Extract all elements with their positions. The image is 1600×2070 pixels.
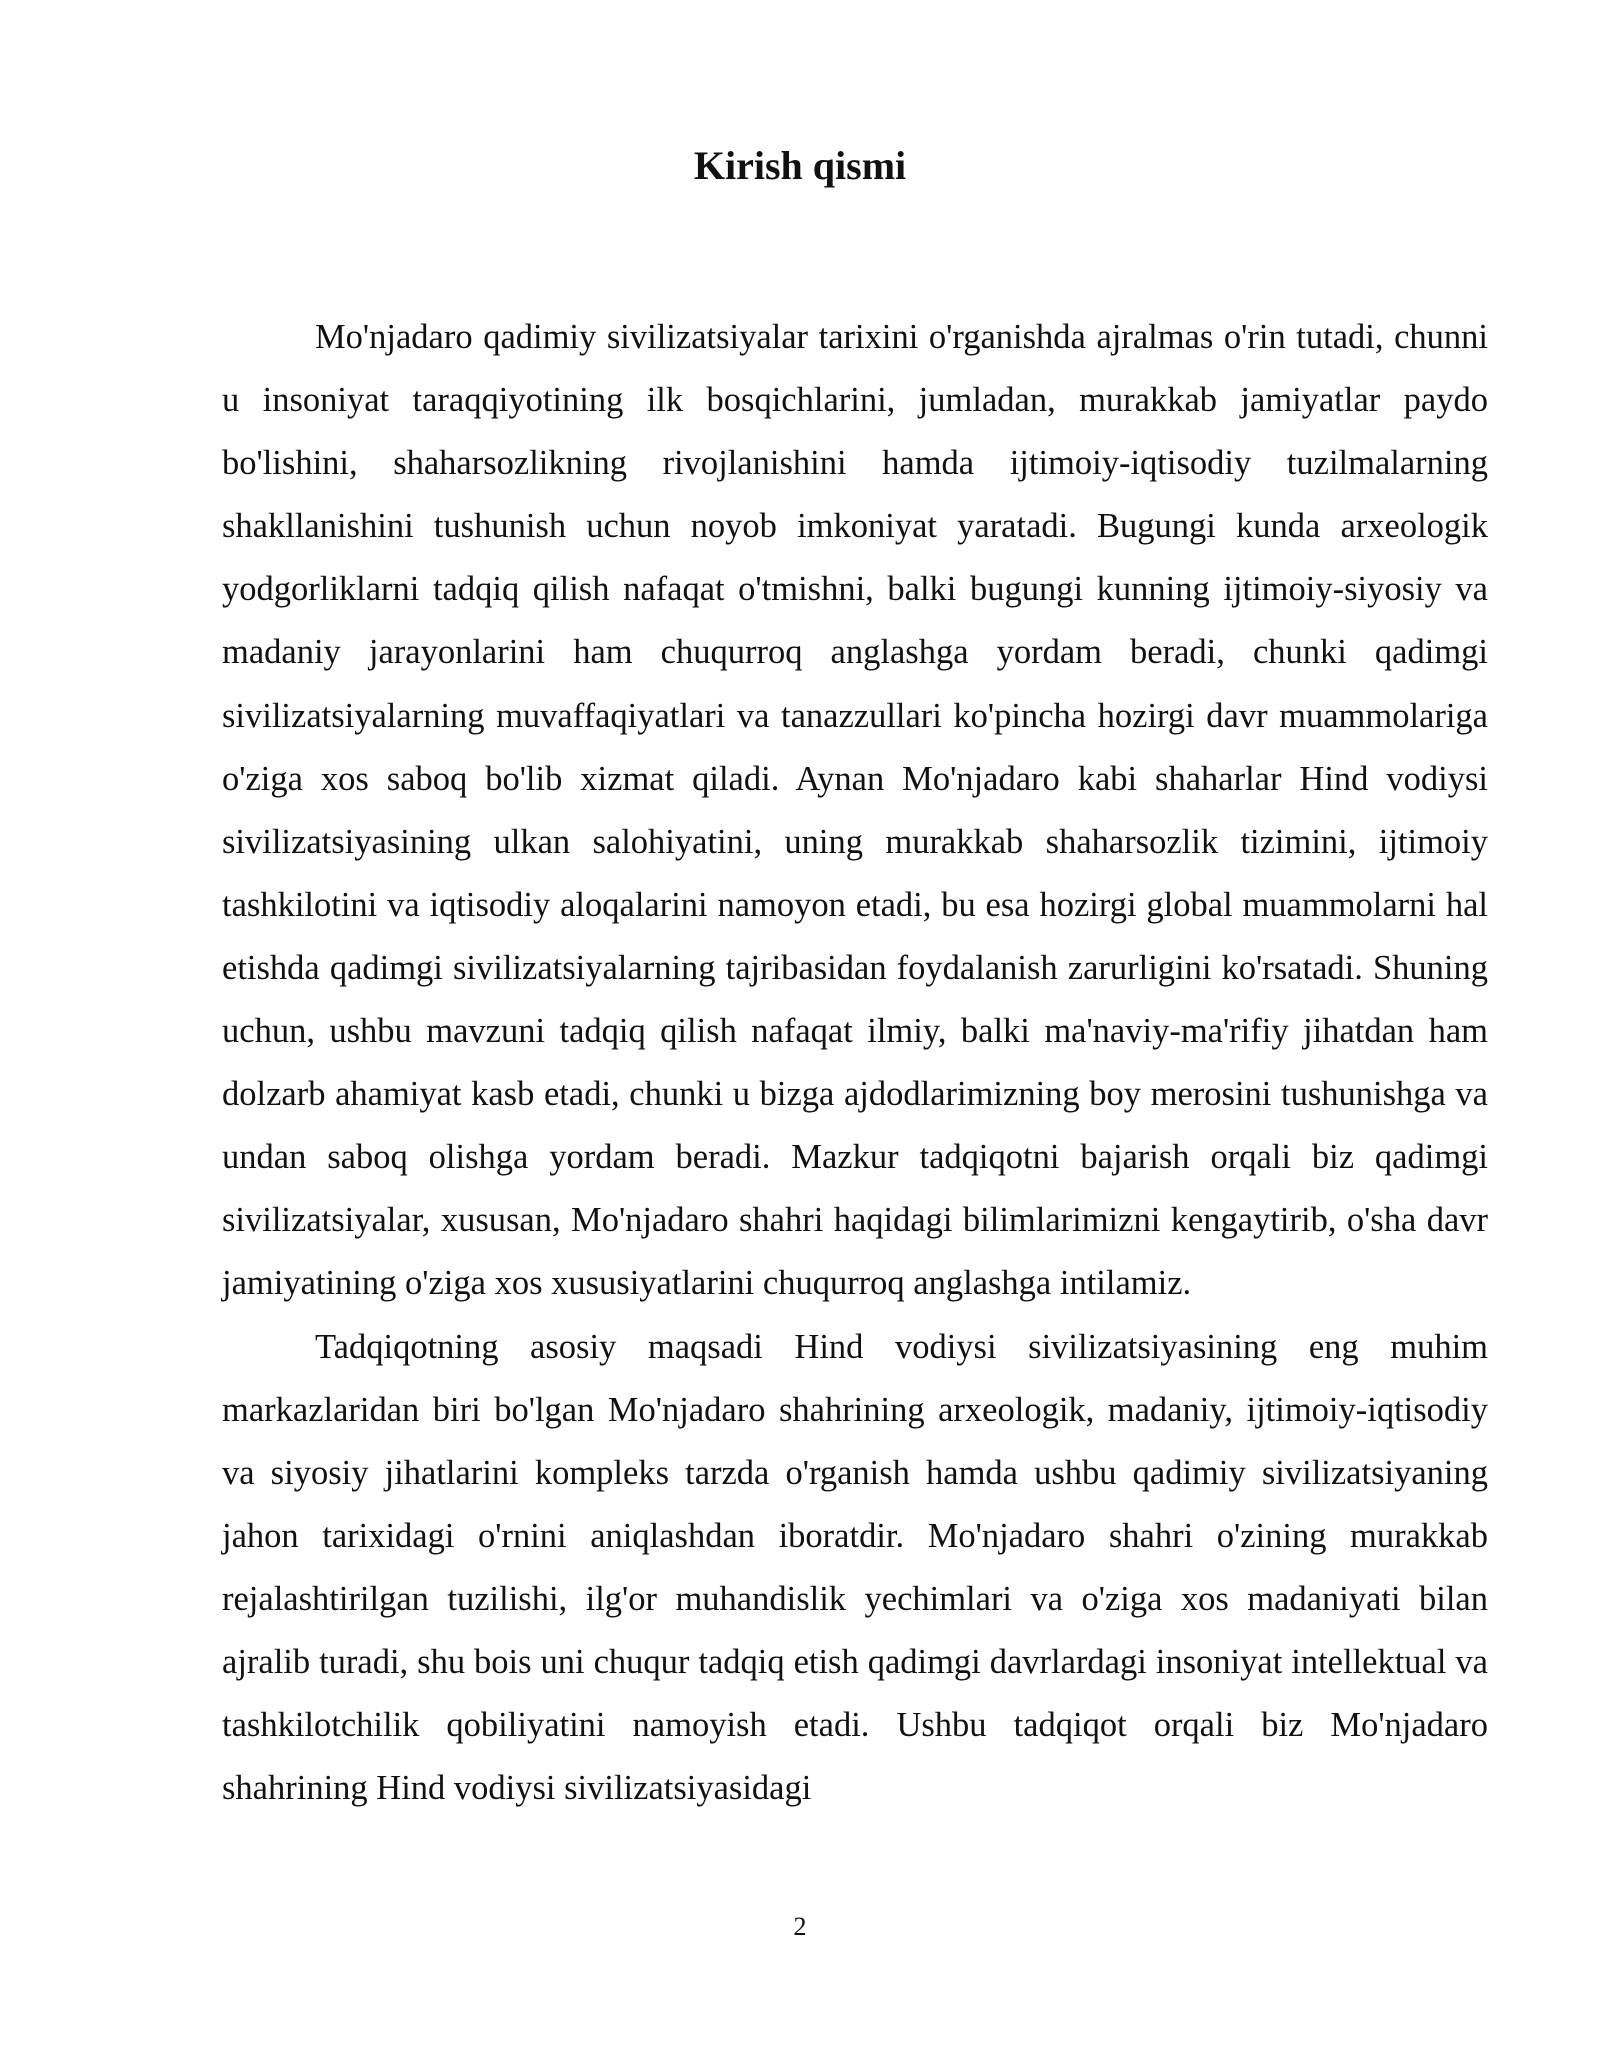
paragraph: Tadqiqotning asosiy maqsadi Hind vodiysi sivilizatsiyasining eng muhim markazlaridan biri bo'lgan Mo'njadaro shahrining arxeologik, madaniy, ijtimoiy-iqtisodiy va siyosiy jihatlarini kompleks tarzda o'rganish hamda ushbu qadimiy sivilizatsiyaning jahon tarixidagi o'rnini aniqlashdan iboratdir. Mo'njadaro shahri o'zining murakkab rejalashtirilgan tuzilishi, ilg'or muhandislik yechimlari va o'ziga xos madaniyati bilan ajralib turadi, shu bois uni chuqur tadqiq etish qadimgi davrlardagi insoniyat intellektual va tashkilotchilik qobiliyatini namoyish etadi. Ushbu tadqiqot orqali biz Mo'njadaro shahrining Hind vodiysi sivilizatsiyasidagi bbox=[222, 1327, 1488, 1808]
section-title: Kirish qismi bbox=[693, 143, 907, 188]
page-number: 2 bbox=[793, 1912, 807, 1941]
body-text bbox=[222, 306, 1488, 1820]
paragraph: Mo'njadaro qadimiy sivilizatsiyalar tarixini o'rganishda ajralmas o'rin tutadi, chunni u insoniyat taraqqiyotining ilk bosqichlarini, jumladan, murakkab jamiyatlar paydo bo'lishini, shaharsozlikning rivojlanishini hamda ijtimoiy-iqtisodiy tuzilmalarning shakllanishini tushunish uchun noyob imkoniyat yaratadi. Bugungi kunda arxeologik yodgorliklarni tadqiq qilish nafaqat o'tmishni, balki bugungi kunning ijtimoiy-siyosiy va madaniy jarayonlarini ham chuqurroq anglashga yordam beradi, chunki qadimgi sivilizatsiyalarning muvaffaqiyatlari va tanazzullari ko'pincha hozirgi davr muammolariga o'ziga xos saboq bo'lib xizmat qiladi. Aynan Mo'njadaro kabi shaharlar Hind vodiysi sivilizatsiyasining ulkan salohiyatini, uning murakkab shaharsozlik tizimini, ijtimoiy tashkilotini va iqtisodiy aloqalarini namoyon etadi, bu esa hozirgi global muammolarni hal etishda qadimgi sivilizatsiyalarning tajribasidan foydalanish zarurligini ko'rsatadi. Shuning uchun, ushbu mavzuni tadqiq qilish nafaqat ilmiy, balki ma'naviy-ma'rifiy jihatdan ham dolzarb ahamiyat kasb etadi, chunki u bizga ajdodlarimizning boy merosini tushunishga va undan saboq olishga yordam beradi. Mazkur tadqiqotni bajarish orqali biz qadimgi sivilizatsiyalar, xususan, Mo'njadaro shahri haqidagi bilimlarimizni kengaytirib, o'sha davr jamiyatining o'ziga xos xususiyatlarini chuqurroq anglashga intilamiz. bbox=[222, 318, 1488, 1303]
